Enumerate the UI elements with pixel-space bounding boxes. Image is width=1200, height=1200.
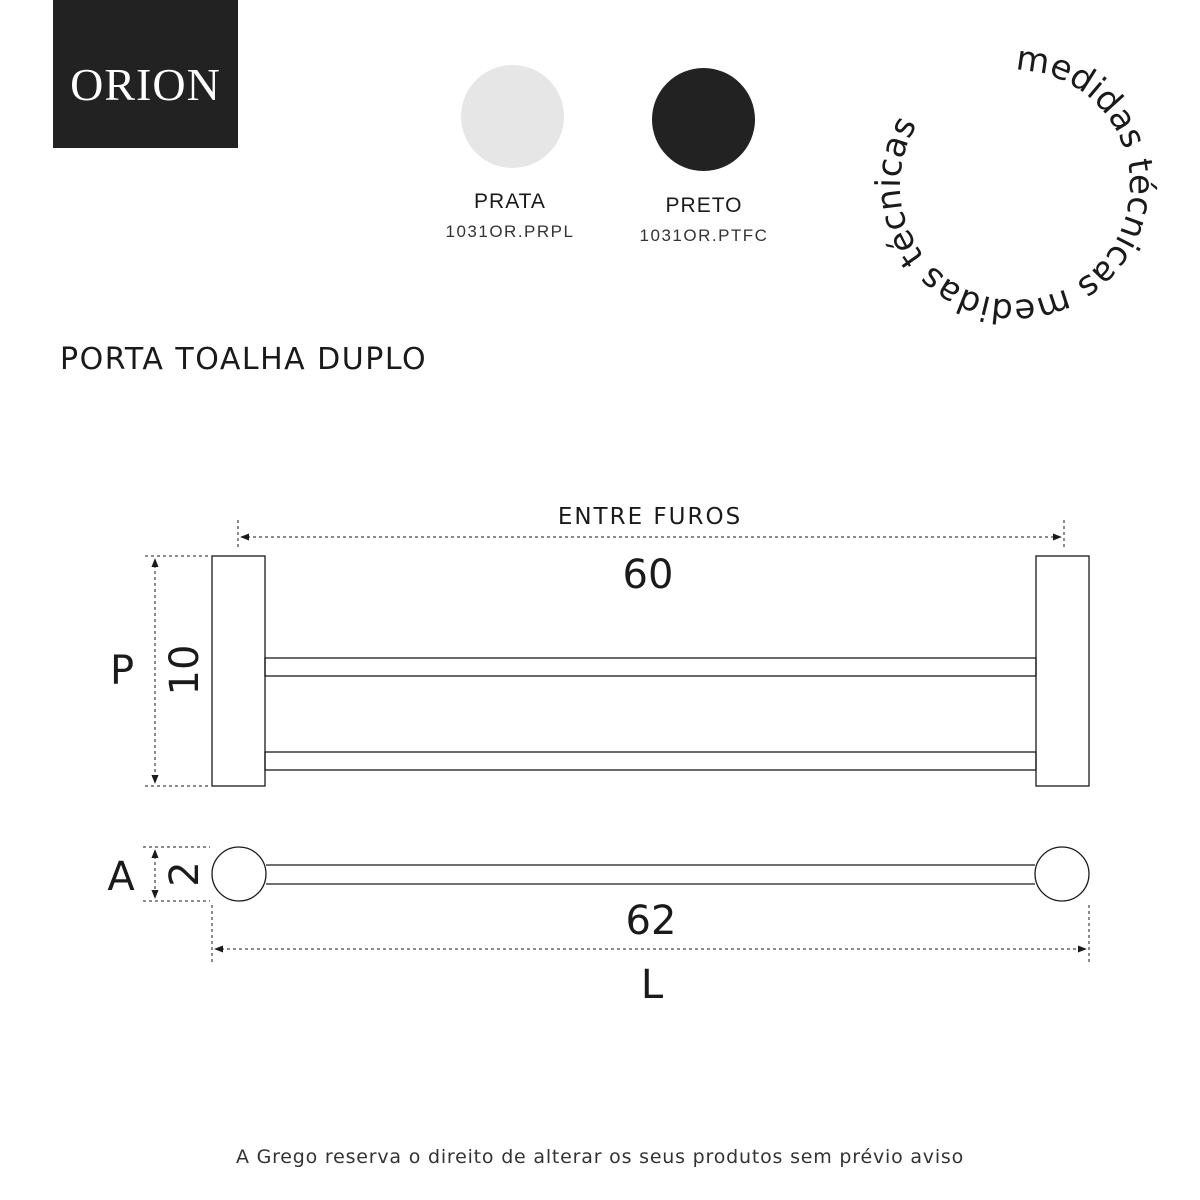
between-holes-label: ENTRE FUROS — [557, 504, 743, 530]
length-letter: L — [640, 962, 664, 1008]
depth-letter: P — [109, 648, 135, 694]
upper-bar — [265, 658, 1036, 676]
product-title: PORTA TOALHA DUPLO — [60, 342, 428, 377]
footer-disclaimer: A Grego reserva o direito de alterar os seus produtos sem prévio aviso — [235, 1146, 965, 1168]
lower-bar — [265, 752, 1036, 770]
logo-text: ORION — [70, 58, 221, 110]
finish-code-preto: 1031OR.PTFC — [639, 226, 769, 245]
height-value: 2 — [162, 861, 208, 887]
right-end-cap — [1035, 847, 1089, 901]
left-mount-block — [212, 556, 265, 786]
height-letter: A — [107, 854, 135, 900]
badge-text: medidas técnicas medidas técnicas — [868, 38, 1161, 332]
right-mount-block — [1036, 556, 1089, 786]
between-holes-value: 60 — [622, 552, 674, 598]
depth-value: 10 — [162, 644, 208, 696]
left-end-cap — [212, 847, 266, 901]
finish-name-prata: PRATA — [474, 190, 546, 213]
length-value: 62 — [625, 898, 677, 944]
front-view — [212, 847, 1089, 901]
finish-code-prata: 1031OR.PRPL — [445, 222, 575, 241]
finish-name-preto: PRETO — [665, 194, 743, 217]
badge-circular-text — [869, 38, 1161, 331]
